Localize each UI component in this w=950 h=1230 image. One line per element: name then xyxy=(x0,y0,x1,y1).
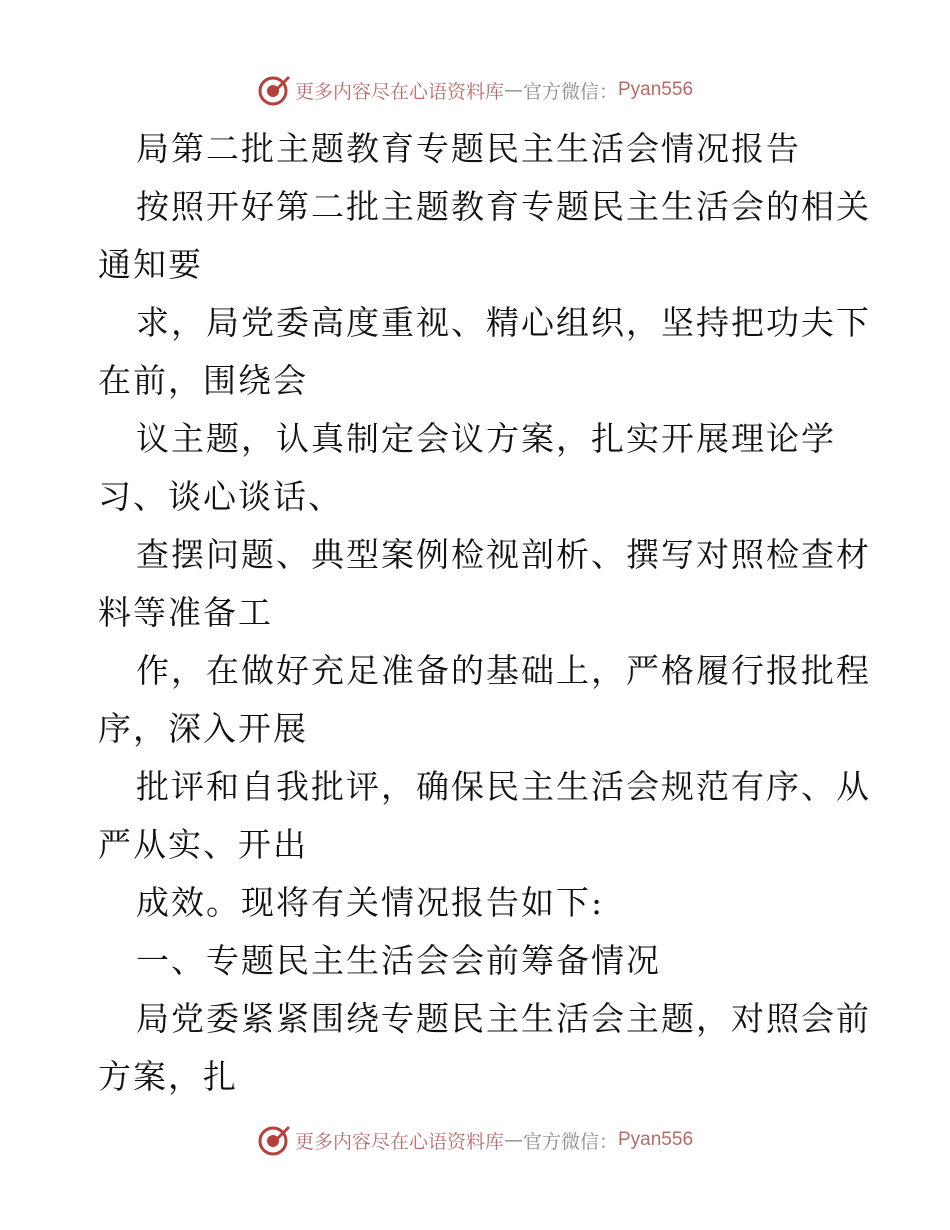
paragraph-line: 局党委紧紧围绕专题民主生活会主题，对照会前 xyxy=(136,999,871,1038)
paragraph-line: 求，局党委高度重视、精心组织，坚持把功夫下 xyxy=(136,303,871,342)
document-body xyxy=(98,120,871,1106)
paragraph-line: 批评和自我批评，确保民主生活会规范有序、从 xyxy=(136,767,871,806)
watermark-wechat-id: Pyan556 xyxy=(618,79,694,100)
paragraph-line: 习、谈心谈话、 xyxy=(98,477,343,516)
footer-watermark xyxy=(0,1120,950,1160)
watermark-wechat-label: 官方微信： xyxy=(522,1130,618,1153)
document-title: 局第二批主题教育专题民主生活会情况报告 xyxy=(136,129,801,168)
pen-logo-icon xyxy=(257,1123,291,1157)
watermark-text: 更多内容尽在心语资料库 xyxy=(294,80,504,103)
paragraph-line: 通知要 xyxy=(98,245,203,284)
paragraph-line: 严从实、开出 xyxy=(98,825,308,864)
watermark-wechat-id: Pyan556 xyxy=(618,1129,694,1150)
watermark-text: 更多内容尽在心语资料库 xyxy=(294,1130,504,1153)
paragraph-line: 查摆问题、典型案例检视剖析、撰写对照检查材 xyxy=(136,535,871,574)
paragraph-line: 议主题，认真制定会议方案，扎实开展理论学 xyxy=(136,419,836,458)
paragraph-line: 序，深入开展 xyxy=(98,709,308,748)
watermark-separator: — xyxy=(503,1129,523,1151)
paragraph-line: 按照开好第二批主题教育专题民主生活会的相关 xyxy=(136,187,871,226)
paragraph-line: 料等准备工 xyxy=(98,593,273,632)
section-heading: 一、专题民主生活会会前筹备情况 xyxy=(136,941,661,980)
watermark-wechat-label: 官方微信： xyxy=(522,80,618,103)
paragraph-line: 作，在做好充足准备的基础上，严格履行报批程 xyxy=(136,651,871,690)
pen-logo-icon xyxy=(257,73,291,107)
paragraph-line: 方案，扎 xyxy=(98,1057,238,1096)
paragraph-line: 成效。现将有关情况报告如下: xyxy=(136,883,605,922)
watermark-separator: — xyxy=(503,79,523,101)
paragraph-line: 在前，围绕会 xyxy=(98,361,308,400)
header-watermark xyxy=(0,70,950,110)
